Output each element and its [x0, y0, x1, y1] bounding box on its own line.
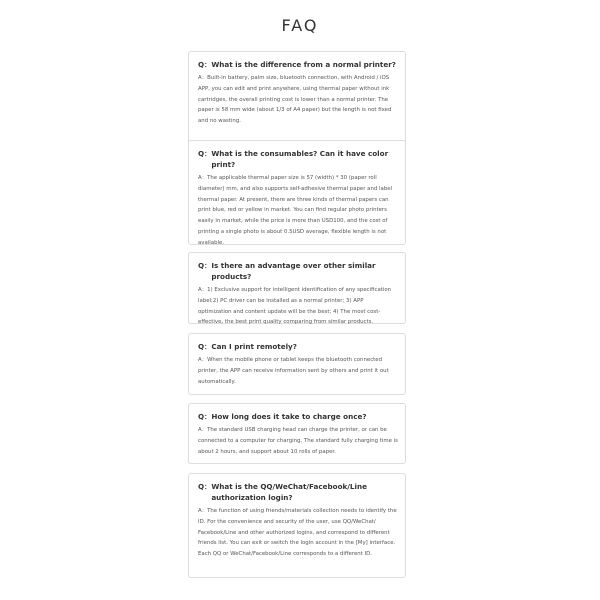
faq-question — [198, 260, 398, 282]
question-prefix: Q： — [198, 482, 212, 491]
faq-card-remote-print — [188, 333, 406, 395]
question-prefix: Q： — [198, 342, 212, 351]
question-text: What is the consumables? Can it have color print? — [211, 149, 389, 169]
faq-card-charging — [188, 403, 406, 464]
faq-question — [198, 341, 398, 352]
question-text: How long does it take to charge once? — [211, 412, 367, 421]
question-prefix: Q： — [198, 261, 212, 270]
question-text: Is there an advantage over other similar products? — [211, 261, 376, 281]
faq-card-consumables — [188, 140, 406, 245]
page-title: FAQ — [281, 16, 319, 35]
faq-question — [198, 481, 398, 503]
question-text: What is the QQ/WeChat/Facebook/Line authorization login? — [211, 482, 367, 502]
faq-answer: A：1) Exclusive support for intelligent identification of any specification label;2) PC driver can be installed as a normal printer; 3) APP optimization and content update will be the best; 4) The most cost-effective, the best print quality comparing from similar products. — [198, 287, 392, 326]
faq-question — [198, 411, 398, 422]
question-text: Can I print remotely? — [211, 342, 297, 351]
faq-answer: A：Built-in battery, palm size, bluetooth connection, with Android / iOS APP, you can edit and print anywhere, using thermal paper without ink cartridges, the overall printing cost is lower than a normal printer. The paper is 58 mm wide (about 1/3 of A4 paper) but the length is not fixed and no wasting. — [198, 75, 392, 125]
question-prefix: Q： — [198, 149, 212, 158]
question-text: What is the difference from a normal printer? — [211, 60, 396, 69]
faq-card-authorization-login — [188, 473, 406, 578]
faq-answer: A：The function of using friends/materials collection needs to identify the ID. For the convenience and security of the user, use QQ/WeChat/ Facebook/Line and other authorized logins, and correspond to different friends list. You can exit or switch the login account in the [My] interface. Each QQ or WeChat/Facebook/Line corresponds to a different ID. — [198, 508, 397, 558]
faq-question — [198, 59, 398, 70]
faq-answer: A：The applicable thermal paper size is 57 (width) * 30 (paper roll diameter) mm, and also supports self-adhesive thermal paper and label thermal paper. At present, there are three kinds of thermal papers can print blue, red or yellow in market. You can find regular photo printers easily in market, while the price is more than USD100, and the cost of printing a single photo is about 0.5USD average, flexible length is not available. — [198, 175, 393, 246]
question-prefix: Q： — [198, 60, 212, 69]
question-prefix: Q： — [198, 412, 212, 421]
faq-card-advantage — [188, 252, 406, 324]
faq-question — [198, 148, 398, 170]
faq-answer: A：When the mobile phone or tablet keeps the bluetooth connected printer, the APP can receive information sent by others and print it out automatically. — [198, 357, 389, 385]
faq-answer: A：The standard USB charging head can charge the printer, or can be connected to a computer for charging. The standard fully charging time is about 2 hours, and support about 10 rolls of paper. — [198, 427, 398, 455]
